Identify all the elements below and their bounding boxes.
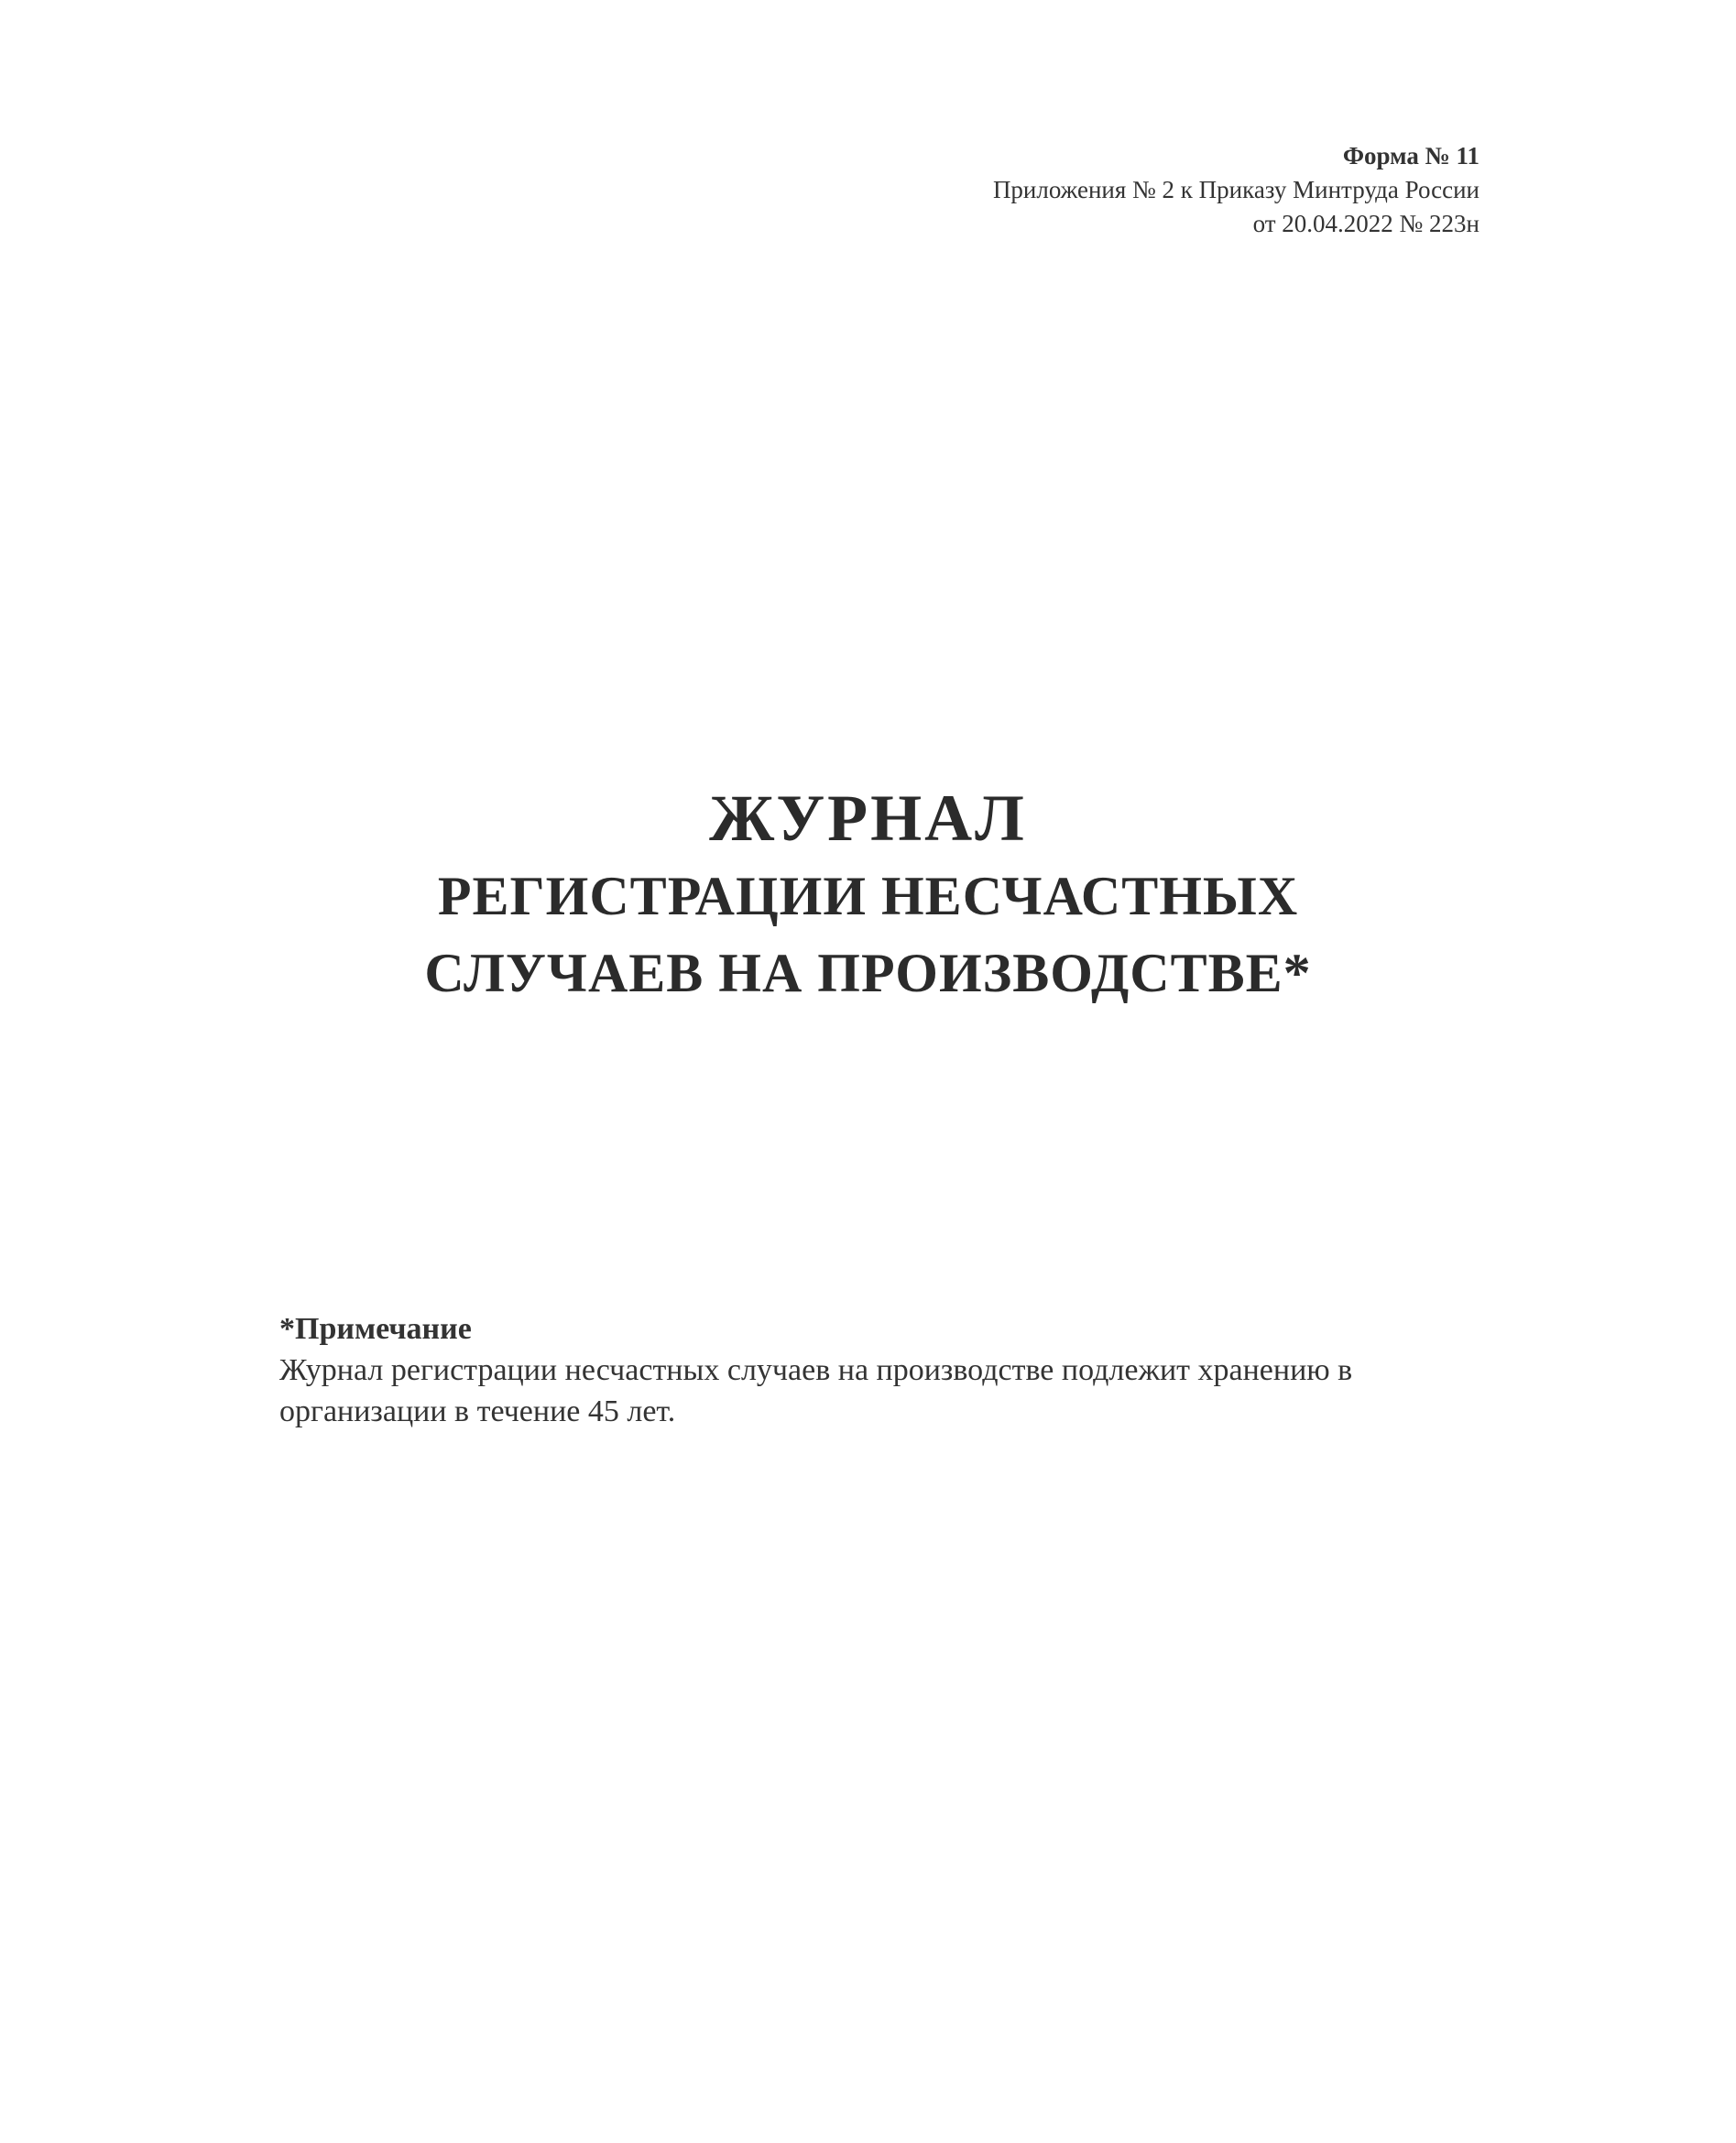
footnote xyxy=(279,1308,1479,1432)
footnote-heading: *Примечание xyxy=(279,1312,472,1346)
title-line-2: РЕГИСТРАЦИИ НЕСЧАСТНЫХ xyxy=(437,866,1299,926)
order-date: от 20.04.2022 № 223н xyxy=(1252,210,1479,237)
appendix-reference: Приложения № 2 к Приказу Минтруда России xyxy=(992,176,1479,203)
footnote-text: Журнал регистрации несчастных случаев на производстве подлежит хранению в организации в течение 45 лет. xyxy=(279,1353,1353,1428)
document-title xyxy=(0,779,1736,1011)
form-header xyxy=(993,139,1479,241)
form-number: Форма № 11 xyxy=(1342,142,1479,169)
title-line-1: ЖУРНАЛ xyxy=(709,782,1027,855)
title-line-3: СЛУЧАЕВ НА ПРОИЗВОДСТВЕ* xyxy=(424,943,1312,1003)
